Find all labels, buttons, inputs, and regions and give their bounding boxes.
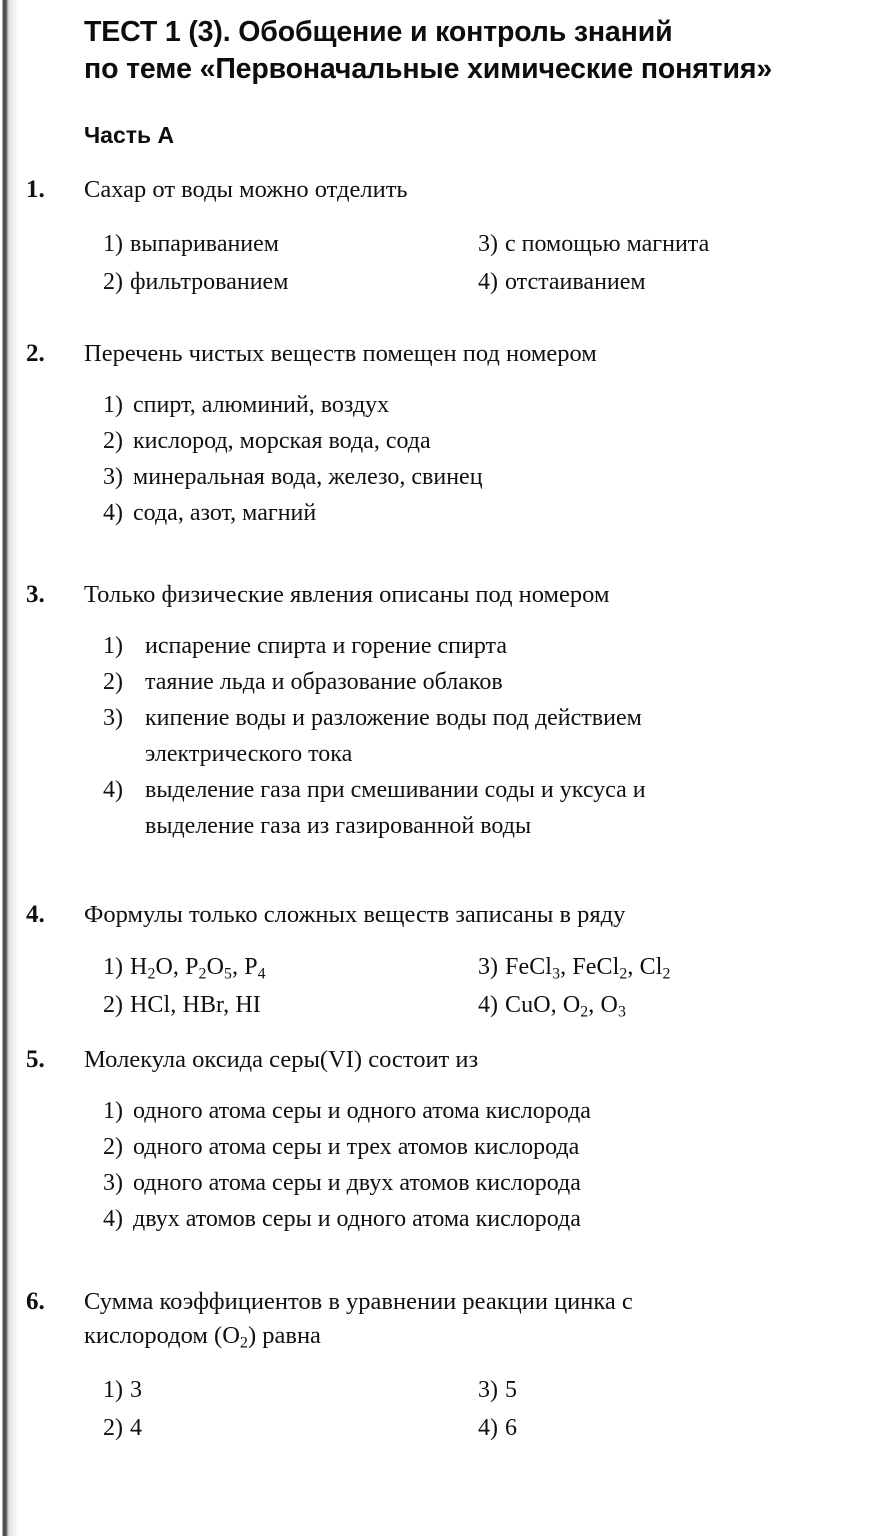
option-3[interactable] bbox=[103, 700, 875, 772]
option-row bbox=[103, 1409, 883, 1447]
option-row bbox=[103, 986, 883, 1024]
option-marker: 4) bbox=[478, 1415, 498, 1441]
option-row bbox=[103, 225, 883, 263]
answer-options bbox=[103, 1093, 883, 1237]
option-label: одного атома серы и двух атомов кислорода bbox=[133, 1170, 581, 1196]
option-2[interactable] bbox=[103, 423, 883, 459]
page-title bbox=[84, 14, 874, 88]
option-1[interactable] bbox=[103, 387, 883, 423]
option-marker: 3) bbox=[103, 705, 123, 731]
option-marker: 4) bbox=[478, 269, 498, 295]
option-marker: 2) bbox=[103, 1415, 123, 1441]
question-number: 1. bbox=[26, 176, 45, 203]
option-marker: 4) bbox=[103, 500, 123, 526]
option-3[interactable] bbox=[478, 225, 709, 263]
option-4[interactable] bbox=[478, 986, 626, 1024]
option-marker: 1) bbox=[103, 392, 123, 418]
option-label: спирт, алюминий, воздух bbox=[133, 392, 390, 418]
book-spine-shadow bbox=[2, 0, 9, 1536]
option-marker: 1) bbox=[103, 231, 123, 257]
option-marker: 4) bbox=[103, 777, 123, 803]
option-marker: 1) bbox=[103, 1098, 123, 1124]
option-label: выпариванием bbox=[130, 231, 279, 257]
option-label: выделение газа при смешивании соды и уксуса и bbox=[145, 777, 646, 803]
option-label: одного атома серы и трех атомов кислорода bbox=[133, 1134, 580, 1160]
option-label: 6 bbox=[505, 1415, 517, 1441]
spine-gradient bbox=[9, 0, 19, 1536]
option-row bbox=[103, 263, 883, 301]
option-marker: 3) bbox=[103, 464, 123, 490]
option-1[interactable] bbox=[103, 948, 266, 986]
option-marker: 2) bbox=[103, 428, 123, 454]
part-heading: Часть А bbox=[84, 122, 175, 148]
option-label: с помощью магнита bbox=[505, 231, 710, 257]
option-label: таяние льда и образование облаков bbox=[145, 669, 503, 695]
option-2[interactable] bbox=[103, 664, 875, 700]
question-stem: Формулы только сложных веществ записаны в ряду bbox=[84, 901, 626, 928]
title-line-1: ТЕСТ 1 (3). Обобщение и контроль знаний bbox=[84, 16, 673, 48]
question-stem-line-1: Сумма коэффициентов в уравнении реакции цинка с bbox=[84, 1288, 633, 1315]
option-3[interactable] bbox=[103, 1165, 883, 1201]
option-marker: 2) bbox=[103, 992, 123, 1018]
option-marker: 2) bbox=[103, 269, 123, 295]
option-3[interactable] bbox=[478, 948, 670, 986]
question-stem: Только физические явления описаны под номером bbox=[84, 581, 610, 608]
option-label: кислород, морская вода, сода bbox=[133, 428, 431, 454]
option-label-continued: электрического тока bbox=[145, 741, 353, 767]
option-1[interactable] bbox=[103, 1093, 883, 1129]
option-2[interactable] bbox=[103, 986, 261, 1024]
option-label: 3 bbox=[130, 1377, 142, 1403]
option-label: минеральная вода, железо, свинец bbox=[133, 464, 483, 490]
question-stem: Сахар от воды можно отделить bbox=[84, 176, 408, 203]
question-number: 4. bbox=[26, 901, 45, 928]
question-number: 2. bbox=[26, 340, 45, 367]
option-marker: 4) bbox=[103, 1206, 123, 1232]
option-4[interactable] bbox=[103, 1201, 883, 1237]
option-2[interactable] bbox=[103, 1129, 883, 1165]
option-marker: 3) bbox=[478, 1377, 498, 1403]
option-label: одного атома серы и одного атома кислорода bbox=[133, 1098, 591, 1124]
answer-options bbox=[103, 948, 883, 1024]
option-4[interactable] bbox=[478, 263, 646, 301]
option-1[interactable] bbox=[103, 225, 279, 263]
answer-options bbox=[103, 387, 883, 531]
question-number: 6. bbox=[26, 1288, 45, 1315]
option-marker: 2) bbox=[103, 1134, 123, 1160]
answer-options bbox=[103, 225, 883, 301]
option-formula: CuO, $O_2$, $O_3$ bbox=[505, 992, 626, 1021]
option-4[interactable] bbox=[478, 1409, 517, 1447]
option-1[interactable] bbox=[103, 628, 875, 664]
option-1[interactable] bbox=[103, 1371, 142, 1409]
option-label: двух атомов серы и одного атома кислорода bbox=[133, 1206, 581, 1232]
option-marker: 3) bbox=[103, 1170, 123, 1196]
option-formula: $H_2O$, $P_2O_5$, $P_4$ bbox=[130, 954, 266, 983]
option-label: кипение воды и разложение воды под действием bbox=[145, 705, 642, 731]
option-marker: 1) bbox=[103, 954, 123, 980]
option-3[interactable] bbox=[103, 459, 883, 495]
answer-options bbox=[103, 1371, 883, 1447]
option-2[interactable] bbox=[103, 263, 288, 301]
option-marker: 1) bbox=[103, 633, 123, 659]
option-formula: HCl, HBr, HI bbox=[130, 992, 261, 1018]
option-row bbox=[103, 1371, 883, 1409]
option-marker: 2) bbox=[103, 669, 123, 695]
option-marker: 3) bbox=[478, 231, 498, 257]
option-formula: FeCl$_3$, FeCl$_2$, $Cl_2$ bbox=[505, 954, 671, 983]
question-stem: Молекула оксида серы(VI) состоит из bbox=[84, 1046, 479, 1073]
option-4[interactable] bbox=[103, 772, 875, 844]
option-label: 4 bbox=[130, 1415, 142, 1441]
option-label: фильтрованием bbox=[130, 269, 289, 295]
option-label: отстаиванием bbox=[505, 269, 646, 295]
option-label: сода, азот, магний bbox=[133, 500, 317, 526]
option-2[interactable] bbox=[103, 1409, 142, 1447]
question-stem-line-2: кислородом $(O_2)$ равна bbox=[84, 1322, 321, 1352]
question-number: 5. bbox=[26, 1046, 45, 1073]
option-marker: 3) bbox=[478, 954, 498, 980]
question-stem: Перечень чистых веществ помещен под номером bbox=[84, 340, 597, 367]
option-marker: 4) bbox=[478, 992, 498, 1018]
option-3[interactable] bbox=[478, 1371, 517, 1409]
option-4[interactable] bbox=[103, 495, 883, 531]
question-stem bbox=[84, 1285, 884, 1353]
option-row bbox=[103, 948, 883, 986]
title-line-2: по теме «Первоначальные химические понятия» bbox=[84, 53, 773, 85]
option-marker: 1) bbox=[103, 1377, 123, 1403]
question-number: 3. bbox=[26, 581, 45, 608]
option-label: 5 bbox=[505, 1377, 517, 1403]
answer-options bbox=[103, 628, 883, 844]
option-label: испарение спирта и горение спирта bbox=[145, 633, 507, 659]
option-label-continued: выделение газа из газированной воды bbox=[145, 813, 532, 839]
